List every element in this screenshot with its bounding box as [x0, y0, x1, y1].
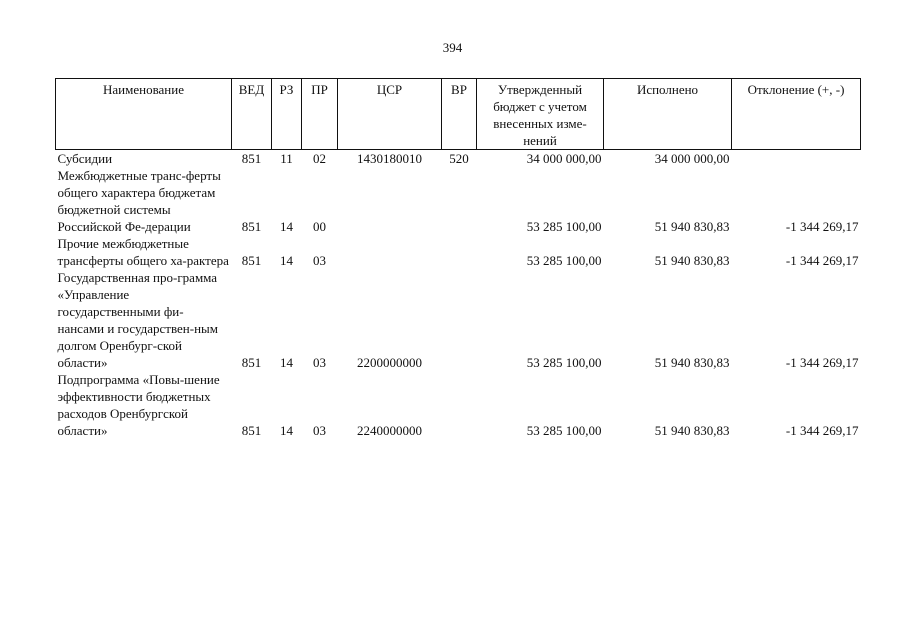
- row-vr: [442, 167, 477, 235]
- row-deviation: -1 344 269,17: [785, 355, 859, 370]
- row-approved: 53 285 100,00: [526, 355, 602, 370]
- header-name: Наименование: [56, 79, 232, 150]
- row-name: Межбюджетные транс-ферты общего характера бюджетам бюджетной системы Российской Фе-дерации: [57, 168, 221, 234]
- table-row: [56, 371, 861, 439]
- header-csr: ЦСР: [338, 79, 442, 150]
- row-approved: 53 285 100,00: [526, 253, 602, 268]
- row-executed: 51 940 830,83: [654, 423, 730, 438]
- row-vr: [442, 371, 477, 439]
- row-csr: 1430180010: [357, 151, 422, 166]
- header-deviation: Отклонение (+, -): [732, 79, 861, 150]
- row-ved: 851: [241, 423, 262, 438]
- row-name: Государственная про-грамма «Управление государственными фи-нансами и государствен-ным долгом Оренбург-ской области»: [57, 270, 219, 370]
- row-csr: 2200000000: [357, 355, 422, 370]
- header-pr: ПР: [302, 79, 338, 150]
- row-pr: 03: [313, 355, 326, 370]
- row-rz: 11: [280, 151, 293, 166]
- row-deviation: [732, 150, 861, 168]
- row-executed: 51 940 830,83: [654, 355, 730, 370]
- row-vr: [442, 235, 477, 269]
- row-deviation: -1 344 269,17: [785, 253, 859, 268]
- header-vr: ВР: [442, 79, 477, 150]
- row-approved: 53 285 100,00: [526, 219, 602, 234]
- row-csr: [338, 235, 442, 269]
- row-vr: 520: [449, 151, 469, 166]
- row-ved: 851: [241, 253, 262, 268]
- row-name: Прочие межбюджетные трансферты общего ха-рактера: [57, 236, 229, 268]
- row-ved: 851: [241, 151, 262, 166]
- table-row: [56, 235, 861, 269]
- budget-execution-table: [55, 78, 861, 439]
- row-executed: 51 940 830,83: [654, 219, 730, 234]
- row-executed: 34 000 000,00: [654, 151, 730, 166]
- row-ved: 851: [241, 219, 262, 234]
- row-ved: 851: [241, 355, 262, 370]
- row-executed: 51 940 830,83: [654, 253, 730, 268]
- row-name: Субсидии: [57, 151, 113, 166]
- table-header-row: [56, 79, 861, 150]
- header-ved: ВЕД: [232, 79, 272, 150]
- header-rz: РЗ: [272, 79, 302, 150]
- row-pr: 02: [313, 151, 326, 166]
- row-deviation: -1 344 269,17: [785, 219, 859, 234]
- row-approved: 34 000 000,00: [526, 151, 602, 166]
- table-row: [56, 150, 861, 168]
- row-deviation: -1 344 269,17: [785, 423, 859, 438]
- row-rz: 14: [280, 355, 293, 370]
- header-executed: Исполнено: [604, 79, 732, 150]
- row-vr: [442, 269, 477, 371]
- header-approved-budget: Утвержденный бюджет с учетом внесенных изме-нений: [477, 79, 604, 150]
- row-rz: 14: [280, 219, 293, 234]
- row-pr: 03: [313, 423, 326, 438]
- table-row: [56, 269, 861, 371]
- row-rz: 14: [280, 423, 293, 438]
- row-name: Подпрограмма «Повы-шение эффективности бюджетных расходов Оренбургской области»: [57, 372, 220, 438]
- row-rz: 14: [280, 253, 293, 268]
- row-csr: [338, 167, 442, 235]
- page-number: 394: [442, 40, 463, 55]
- table-row: [56, 167, 861, 235]
- row-pr: 00: [313, 219, 326, 234]
- row-pr: 03: [313, 253, 326, 268]
- row-csr: 2240000000: [357, 423, 422, 438]
- row-approved: 53 285 100,00: [526, 423, 602, 438]
